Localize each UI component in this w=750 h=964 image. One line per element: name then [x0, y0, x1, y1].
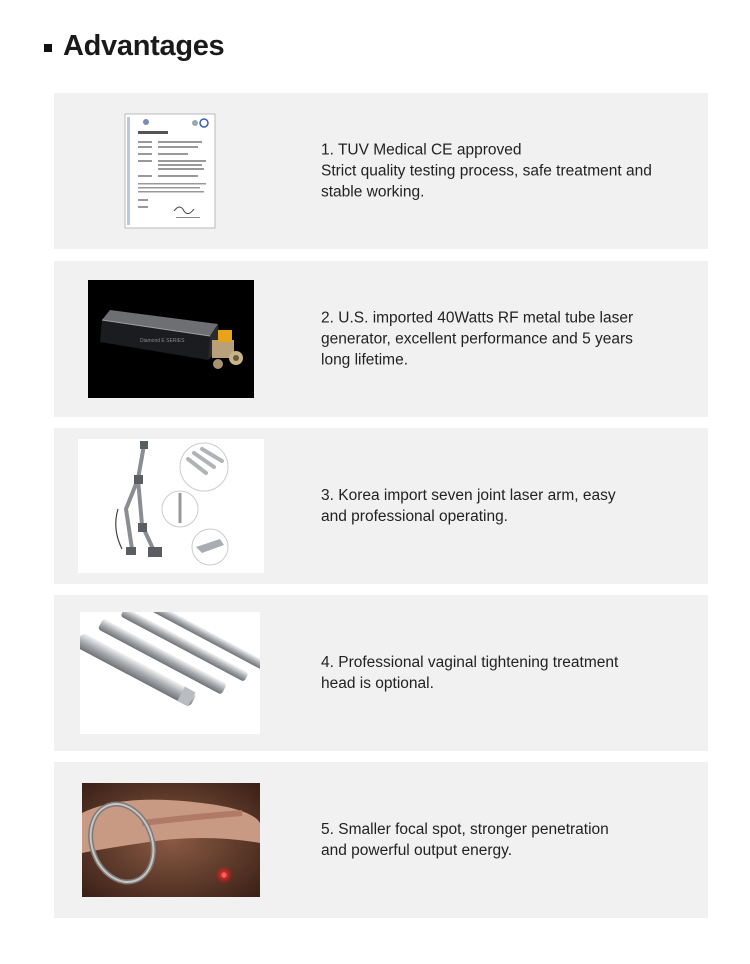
advantage-card-5 [54, 762, 708, 918]
page-title: Advantages [63, 30, 225, 62]
square-bullet-icon [44, 44, 52, 52]
item-number: 2. [321, 309, 334, 327]
item-number: 5. [321, 821, 334, 838]
advantage-text-4 [321, 652, 681, 694]
advantage-text-5 [321, 819, 681, 861]
laser-tube-image [88, 280, 254, 398]
item-number: 1. [321, 141, 334, 159]
item-description: Professional vaginal tightening treatment head is optional. [321, 654, 619, 692]
advantage-text-3 [321, 485, 681, 527]
item-description: Smaller focal spot, stronger penetration and powerful output energy. [321, 821, 609, 859]
advantage-card-4 [54, 595, 708, 751]
item-description: TUV Medical CE approved Strict quality testing process, safe treatment and stable working. [321, 141, 652, 201]
focal-spot-image [82, 783, 260, 897]
treatment-heads-image [80, 612, 260, 734]
item-number: 4. [321, 654, 334, 671]
advantage-text-1 [321, 140, 681, 203]
item-description: Korea import seven joint laser arm, easy and professional operating. [321, 487, 616, 525]
laser-tube-label: Diamond E SERIES [140, 338, 185, 344]
advantage-card-3 [54, 428, 708, 584]
item-description: U.S. imported 40Watts RF metal tube laser generator, excellent performance and 5 years long lifetime. [321, 309, 634, 369]
certificate-image [124, 113, 216, 229]
laser-arm-image [78, 439, 264, 573]
section-header [44, 30, 224, 63]
advantage-text-2 [321, 308, 681, 371]
advantage-card-1 [54, 93, 708, 249]
advantage-card-2 [54, 261, 708, 417]
item-number: 3. [321, 487, 334, 504]
